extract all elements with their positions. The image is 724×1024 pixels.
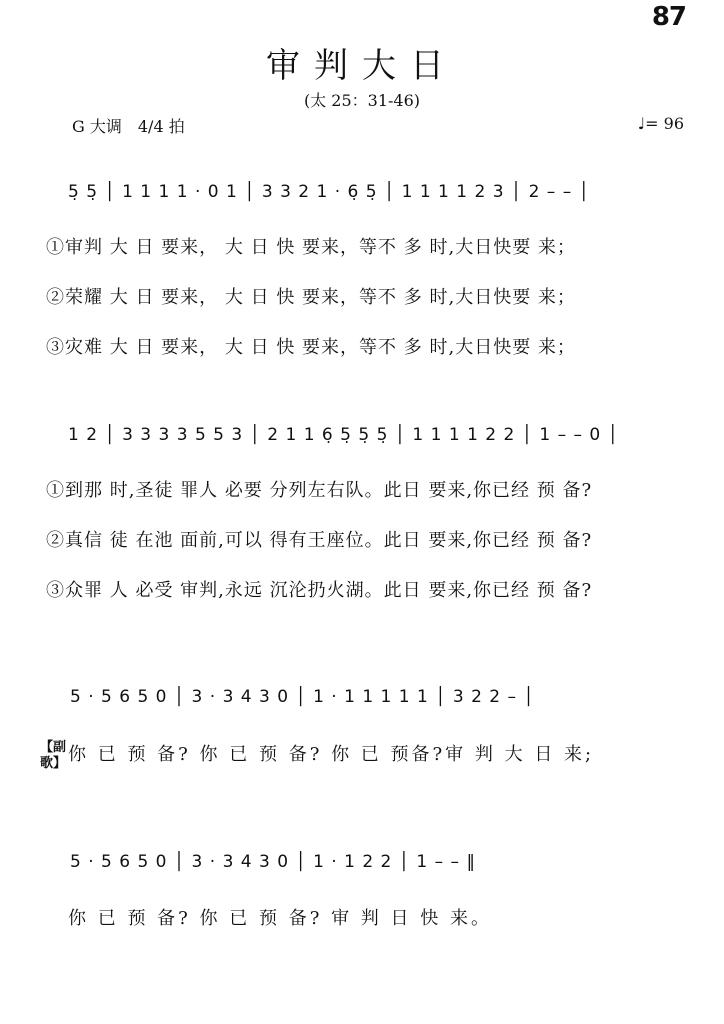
lyric-line-2-3: ③众罪 人 必受 审判,永远 沉沦扔火湖。此日 要来,你已经 预 备?	[46, 580, 593, 601]
scripture-reference: (太 25：31-46)	[303, 91, 421, 110]
lyric-line-2-2: ②真信 徒 在池 面前,可以 得有王座位。此日 要来,你已经 预 备?	[46, 530, 593, 551]
lyric-line-3: 你 已 预 备? 你 已 预 备? 你 已 预备?审 判 大 日 来;	[68, 744, 595, 765]
lyric-line-1-1: ①审判 大 日 要来， 大 日 快 要来，等不 多 时,大日快要 来；	[46, 237, 576, 258]
notation-line-4: 5 · 5 6 5 0 │ 3 · 3 4 3 0 │ 1 · 1 2 2 │ 1 – – ‖	[70, 852, 476, 872]
notation-line-1: 5̣ 5̣ │ 1 1 1 1 · 0 1 │ 3 3 2 1 · 6̣ 5̣ │ 1 1 1 1 2 3 │ 2 – – │	[68, 182, 590, 202]
page-number: 87	[651, 2, 686, 32]
notation-line-2: 1 2 │ 3 3 3 3 5 5 3 │ 2 1 1 6̣ 5̣ 5̣ 5̣ │ 1 1 1 1 2 2 │ 1 – – 0 │	[68, 425, 619, 445]
lyric-line-1-3: ③灾难 大 日 要来， 大 日 快 要来，等不 多 时,大日快要 来；	[46, 337, 576, 358]
lyric-line-2-1: ①到那 时,圣徒 罪人 必要 分列左右队。此日 要来,你已经 预 备?	[46, 480, 593, 501]
lyric-line-1-2: ②荣耀 大 日 要来， 大 日 快 要来，等不 多 时,大日快要 来；	[46, 287, 576, 308]
notation-line-3: 5 · 5 6 5 0 │ 3 · 3 4 3 0 │ 1 · 1 1 1 1 1 │ 3 2 2 – │	[70, 687, 535, 707]
key-and-meter: G 大调 4/4 拍	[72, 117, 185, 136]
chorus-label: 【副歌】	[40, 740, 67, 771]
lyric-line-4: 你 已 预 备? 你 已 预 备? 审 判 日 快 来。	[68, 908, 492, 929]
tempo-marking: ♩= 96	[637, 114, 684, 133]
song-title: 审判大日	[266, 46, 458, 86]
